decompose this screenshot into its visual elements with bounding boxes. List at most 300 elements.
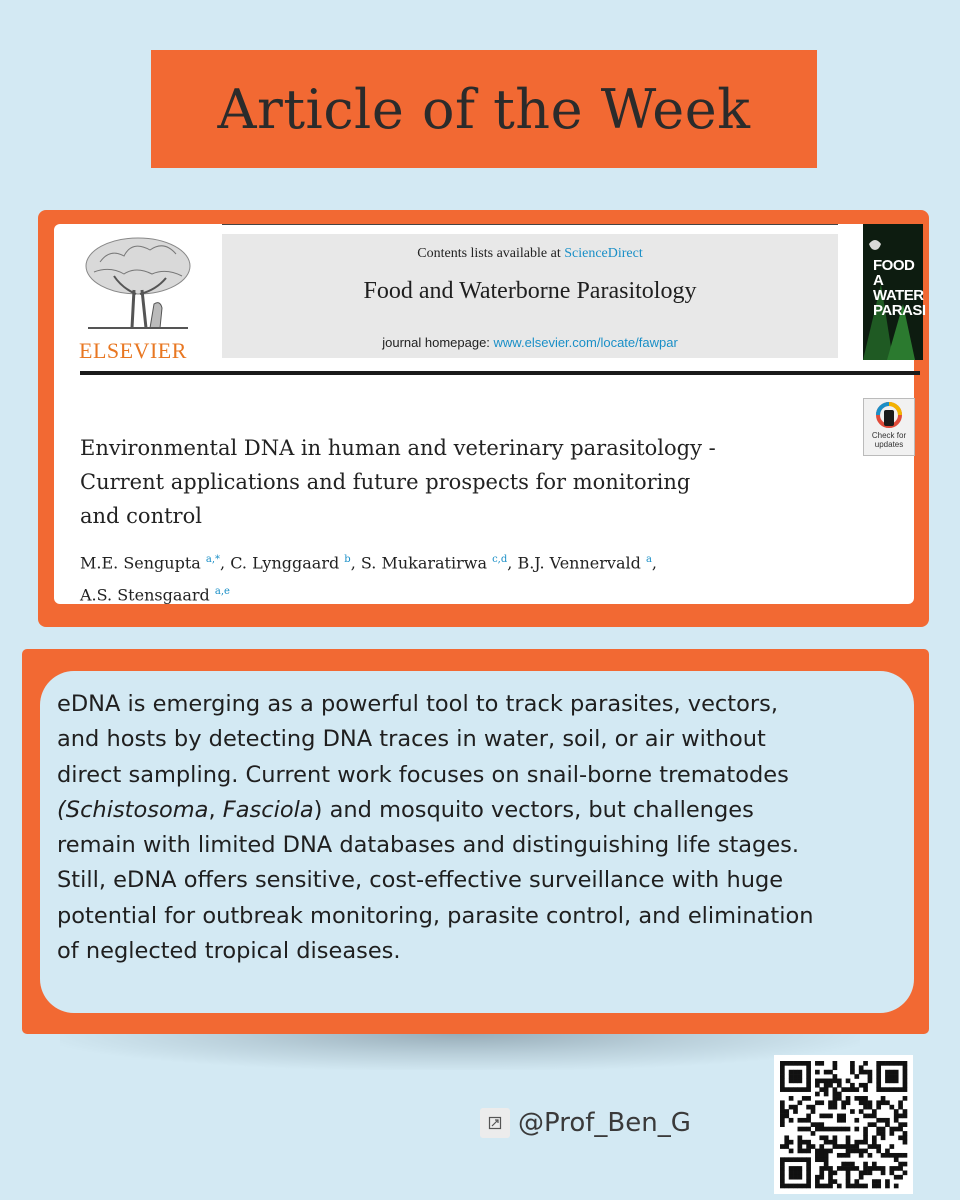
qr-module — [789, 1175, 794, 1180]
genus-separator: , — [208, 796, 223, 823]
qr-module — [863, 1127, 868, 1132]
qr-module — [798, 1170, 803, 1175]
qr-module — [806, 1157, 811, 1162]
author-separator: , — [507, 553, 518, 573]
qr-module — [903, 1114, 908, 1119]
qr-module — [802, 1157, 807, 1162]
qr-module — [789, 1157, 794, 1162]
qr-module — [863, 1096, 868, 1101]
summary-line: Still, eDNA offers sensitive, cost-effective surveillance with huge — [57, 867, 784, 894]
qr-module — [903, 1170, 908, 1175]
qr-module — [828, 1140, 833, 1145]
qr-module — [780, 1079, 785, 1084]
qr-module — [793, 1074, 798, 1079]
qr-module — [824, 1162, 829, 1167]
qr-module — [894, 1114, 899, 1119]
qr-module — [903, 1070, 908, 1075]
qr-module — [841, 1118, 846, 1123]
handle-text[interactable]: @Prof_Ben_G — [518, 1108, 691, 1138]
qr-module — [872, 1166, 877, 1171]
qr-module — [793, 1170, 798, 1175]
summary-line-rest: ) and mosquito vectors, but challenges — [313, 796, 754, 823]
qr-module — [863, 1140, 868, 1145]
qr-module — [784, 1184, 789, 1189]
author-separator: , — [350, 553, 361, 573]
qr-module — [806, 1061, 811, 1066]
qr-module — [780, 1179, 785, 1184]
qr-module — [824, 1157, 829, 1162]
qr-module — [833, 1092, 838, 1097]
qr-module — [903, 1087, 908, 1092]
summary-line — [57, 793, 917, 828]
qr-module — [824, 1166, 829, 1171]
qr-module — [815, 1175, 820, 1180]
author-name: S. Mukaratirwa — [360, 553, 487, 573]
paper-title-line: Current applications and future prospects for monitoring — [80, 470, 691, 494]
journal-name: Food and Waterborne Parasitology — [363, 278, 697, 304]
check-for-updates-badge[interactable] — [863, 398, 915, 456]
qr-module — [780, 1118, 785, 1123]
qr-module — [898, 1100, 903, 1105]
qr-module — [837, 1083, 842, 1088]
qr-module — [793, 1184, 798, 1189]
qr-module — [784, 1140, 789, 1145]
qr-module — [798, 1166, 803, 1171]
qr-module — [798, 1087, 803, 1092]
author-affiliation[interactable]: a — [645, 554, 652, 565]
qr-module — [819, 1153, 824, 1158]
qr-module — [859, 1184, 864, 1189]
qr-module — [793, 1166, 798, 1171]
qr-module — [876, 1179, 881, 1184]
qr-module — [806, 1079, 811, 1084]
qr-module — [876, 1074, 881, 1079]
qr-module — [837, 1166, 842, 1171]
qr-module — [811, 1131, 816, 1136]
qr-module — [903, 1135, 908, 1140]
qr-module — [793, 1105, 798, 1110]
qr-module — [881, 1061, 886, 1066]
qr-module — [824, 1114, 829, 1119]
summary-card — [40, 671, 914, 1013]
qr-module — [850, 1166, 855, 1171]
qr-module — [868, 1074, 873, 1079]
qr-module — [819, 1061, 824, 1066]
qr-module — [784, 1061, 789, 1066]
qr-module — [881, 1127, 886, 1132]
qr-module — [824, 1140, 829, 1145]
qr-module — [780, 1070, 785, 1075]
qr-module — [863, 1070, 868, 1075]
qr-module — [837, 1184, 842, 1189]
author-line — [80, 545, 800, 577]
qr-module — [789, 1079, 794, 1084]
qr-module — [903, 1083, 908, 1088]
qr-module — [824, 1184, 829, 1189]
qr-module — [833, 1100, 838, 1105]
author-list — [80, 545, 800, 610]
qr-module — [846, 1153, 851, 1158]
article-card[interactable] — [54, 224, 926, 605]
qr-module — [898, 1061, 903, 1066]
qr-module — [885, 1179, 890, 1184]
qr-module — [784, 1114, 789, 1119]
qr-module — [885, 1070, 890, 1075]
qr-module — [881, 1131, 886, 1136]
qr-code-icon[interactable] — [774, 1055, 913, 1194]
author-name: A.S. Stensgaard — [80, 585, 210, 605]
qr-module — [789, 1166, 794, 1171]
homepage-link[interactable]: www.elsevier.com/locate/fawpar — [493, 335, 678, 350]
qr-module — [789, 1140, 794, 1145]
qr-module — [815, 1122, 820, 1127]
qr-module — [881, 1166, 886, 1171]
qr-module — [819, 1079, 824, 1084]
qr-module — [863, 1100, 868, 1105]
qr-module — [798, 1100, 803, 1105]
qr-module — [789, 1061, 794, 1066]
qr-module — [854, 1149, 859, 1154]
summary-line: potential for outbreak monitoring, parasite control, and elimination — [57, 902, 814, 929]
qr-module — [789, 1184, 794, 1189]
qr-module — [806, 1166, 811, 1171]
qr-module — [780, 1114, 785, 1119]
qr-module — [819, 1157, 824, 1162]
qr-module — [868, 1079, 873, 1084]
qr-module — [898, 1162, 903, 1167]
qr-module — [876, 1144, 881, 1149]
qr-module — [824, 1127, 829, 1132]
qr-module — [806, 1175, 811, 1180]
qr-module — [837, 1153, 842, 1158]
qr-module — [798, 1175, 803, 1180]
qr-module — [806, 1184, 811, 1189]
qr-module — [824, 1149, 829, 1154]
qr-module — [780, 1061, 785, 1066]
qr-module — [841, 1144, 846, 1149]
qr-module — [806, 1162, 811, 1167]
qr-module — [798, 1074, 803, 1079]
qr-module — [789, 1070, 794, 1075]
qr-module — [894, 1184, 899, 1189]
homepage-prefix: journal homepage: — [382, 335, 494, 350]
qr-module — [903, 1061, 908, 1066]
qr-module — [903, 1074, 908, 1079]
qr-module — [780, 1105, 785, 1110]
author-affiliation[interactable]: b — [344, 554, 351, 565]
qr-module — [876, 1149, 881, 1154]
qr-module — [863, 1166, 868, 1171]
cover-line: PARASI — [873, 302, 926, 319]
check-updates-line: Check for — [871, 431, 907, 440]
qr-module — [793, 1175, 798, 1180]
qr-module — [841, 1087, 846, 1092]
qr-module — [889, 1153, 894, 1158]
qr-module — [889, 1061, 894, 1066]
qr-module — [868, 1170, 873, 1175]
header-divider — [80, 371, 920, 375]
qr-module — [846, 1170, 851, 1175]
qr-module — [824, 1092, 829, 1097]
summary-line: of neglected tropical diseases. — [57, 938, 401, 965]
qr-module — [780, 1144, 785, 1149]
qr-module — [846, 1162, 851, 1167]
qr-module — [846, 1149, 851, 1154]
qr-module — [863, 1162, 868, 1167]
qr-module — [876, 1100, 881, 1105]
cover-title — [873, 258, 926, 318]
qr-module — [876, 1087, 881, 1092]
qr-module — [828, 1105, 833, 1110]
qr-module — [806, 1149, 811, 1154]
qr-module — [824, 1153, 829, 1158]
qr-module — [898, 1122, 903, 1127]
qr-module — [828, 1184, 833, 1189]
qr-module — [881, 1096, 886, 1101]
qr-module — [780, 1074, 785, 1079]
qr-module — [903, 1109, 908, 1114]
qr-module — [859, 1100, 864, 1105]
qr-module — [885, 1122, 890, 1127]
qr-module — [885, 1149, 890, 1154]
qr-module — [833, 1065, 838, 1070]
qr-module — [833, 1144, 838, 1149]
qr-module — [819, 1127, 824, 1132]
qr-module — [854, 1184, 859, 1189]
qr-module — [868, 1100, 873, 1105]
qr-module — [833, 1074, 838, 1079]
qr-module — [811, 1144, 816, 1149]
qr-module — [854, 1087, 859, 1092]
genus-name: Fasciola — [222, 796, 314, 823]
qr-module — [889, 1087, 894, 1092]
qr-module — [780, 1166, 785, 1171]
qr-module — [784, 1109, 789, 1114]
qr-module — [881, 1118, 886, 1123]
qr-module — [828, 1166, 833, 1171]
qr-module — [863, 1149, 868, 1154]
qr-module — [837, 1096, 842, 1101]
sciencedirect-link[interactable]: ScienceDirect — [564, 246, 643, 261]
author-name: C. Lynggaard — [230, 553, 340, 573]
qr-module — [828, 1083, 833, 1088]
article-frame — [38, 210, 929, 627]
qr-module — [828, 1149, 833, 1154]
qr-module — [859, 1175, 864, 1180]
qr-module — [806, 1087, 811, 1092]
qr-module — [859, 1096, 864, 1101]
qr-module — [780, 1157, 785, 1162]
qr-module — [859, 1170, 864, 1175]
qr-module — [898, 1127, 903, 1132]
qr-module — [780, 1083, 785, 1088]
qr-module — [824, 1087, 829, 1092]
qr-module — [841, 1153, 846, 1158]
qr-module — [894, 1087, 899, 1092]
qr-module — [798, 1070, 803, 1075]
qr-module — [837, 1144, 842, 1149]
qr-module — [876, 1061, 881, 1066]
qr-module — [863, 1184, 868, 1189]
qr-module — [894, 1175, 899, 1180]
qr-module — [863, 1135, 868, 1140]
qr-module — [802, 1127, 807, 1132]
qr-module — [889, 1166, 894, 1171]
qr-module — [885, 1074, 890, 1079]
qr-module — [868, 1114, 873, 1119]
qr-module — [868, 1166, 873, 1171]
qr-module — [859, 1140, 864, 1145]
paper-title-line: Environmental DNA in human and veterinary parasitology - — [80, 436, 716, 460]
qr-module — [819, 1170, 824, 1175]
qr-module — [819, 1166, 824, 1171]
qr-module — [833, 1096, 838, 1101]
qr-module — [889, 1131, 894, 1136]
qr-module — [846, 1079, 851, 1084]
qr-module — [898, 1153, 903, 1158]
qr-module — [789, 1087, 794, 1092]
qr-module — [859, 1065, 864, 1070]
qr-module — [793, 1109, 798, 1114]
qr-module — [798, 1127, 803, 1132]
qr-module — [806, 1074, 811, 1079]
qr-module — [802, 1096, 807, 1101]
qr-module — [780, 1065, 785, 1070]
qr-module — [811, 1122, 816, 1127]
qr-module — [872, 1135, 877, 1140]
page-title: Article of the Week — [217, 77, 751, 141]
qr-module — [833, 1179, 838, 1184]
qr-module — [850, 1083, 855, 1088]
contents-prefix: Contents lists available at — [417, 246, 565, 261]
qr-module — [819, 1100, 824, 1105]
qr-module — [881, 1100, 886, 1105]
qr-module — [903, 1065, 908, 1070]
qr-module — [789, 1118, 794, 1123]
journal-cover — [863, 224, 926, 360]
qr-module — [815, 1157, 820, 1162]
qr-module — [850, 1087, 855, 1092]
qr-module — [898, 1087, 903, 1092]
qr-module — [872, 1140, 877, 1145]
qr-module — [903, 1153, 908, 1158]
author-affiliation[interactable]: a,e — [214, 586, 230, 598]
qr-module — [894, 1079, 899, 1084]
qr-module — [881, 1170, 886, 1175]
qr-module — [868, 1144, 873, 1149]
qr-module — [815, 1127, 820, 1132]
elsevier-tree-icon — [80, 234, 196, 334]
qr-module — [868, 1105, 873, 1110]
qr-module — [841, 1127, 846, 1132]
qr-module — [850, 1065, 855, 1070]
qr-module — [793, 1070, 798, 1075]
qr-module — [898, 1175, 903, 1180]
qr-module — [889, 1170, 894, 1175]
qr-module — [824, 1083, 829, 1088]
qr-module — [824, 1070, 829, 1075]
qr-module — [802, 1149, 807, 1154]
qr-module — [806, 1083, 811, 1088]
qr-module — [889, 1074, 894, 1079]
qr-module — [885, 1061, 890, 1066]
qr-module — [819, 1184, 824, 1189]
qr-module — [885, 1100, 890, 1105]
qr-module — [798, 1149, 803, 1154]
qr-module — [894, 1153, 899, 1158]
qr-module — [833, 1105, 838, 1110]
qr-module — [815, 1070, 820, 1075]
title-banner — [151, 50, 817, 168]
qr-module — [846, 1166, 851, 1171]
author-affiliation[interactable]: c,d — [492, 554, 508, 565]
qr-module — [850, 1144, 855, 1149]
qr-module — [798, 1157, 803, 1162]
qr-code-graphic — [774, 1055, 913, 1194]
genus-name: Schistosoma — [65, 796, 209, 823]
author-affiliation[interactable]: a,* — [205, 554, 221, 565]
qr-module — [863, 1105, 868, 1110]
qr-module — [784, 1087, 789, 1092]
qr-module — [889, 1070, 894, 1075]
qr-module — [784, 1135, 789, 1140]
qr-module — [850, 1162, 855, 1167]
qr-module — [872, 1114, 877, 1119]
qr-module — [837, 1092, 842, 1097]
qr-module — [846, 1144, 851, 1149]
homepage-line — [222, 335, 838, 350]
header-top-rule — [222, 224, 838, 225]
qr-module — [885, 1087, 890, 1092]
qr-module — [876, 1131, 881, 1136]
social-handle[interactable] — [480, 1108, 691, 1138]
qr-module — [881, 1087, 886, 1092]
qr-module — [859, 1070, 864, 1075]
qr-module — [850, 1184, 855, 1189]
qr-module — [903, 1131, 908, 1136]
qr-module — [876, 1166, 881, 1171]
qr-module — [841, 1105, 846, 1110]
qr-module — [824, 1135, 829, 1140]
qr-module — [815, 1083, 820, 1088]
qr-module — [863, 1083, 868, 1088]
qr-module — [850, 1109, 855, 1114]
qr-module — [806, 1140, 811, 1145]
qr-module — [780, 1184, 785, 1189]
qr-module — [854, 1127, 859, 1132]
qr-module — [815, 1079, 820, 1084]
qr-module — [859, 1149, 864, 1154]
check-updates-line: updates — [874, 440, 904, 449]
qr-module — [876, 1065, 881, 1070]
link-icon — [480, 1108, 510, 1138]
qr-module — [815, 1149, 820, 1154]
qr-module — [793, 1087, 798, 1092]
qr-module — [846, 1096, 851, 1101]
qr-module — [806, 1179, 811, 1184]
qr-module — [894, 1061, 899, 1066]
qr-module — [837, 1114, 842, 1119]
qr-module — [881, 1135, 886, 1140]
qr-module — [819, 1149, 824, 1154]
qr-module — [885, 1079, 890, 1084]
qr-module — [850, 1070, 855, 1075]
qr-module — [903, 1096, 908, 1101]
qr-module — [894, 1127, 899, 1132]
author-name: M.E. Sengupta — [80, 553, 201, 573]
qr-module — [876, 1105, 881, 1110]
qr-module — [806, 1070, 811, 1075]
